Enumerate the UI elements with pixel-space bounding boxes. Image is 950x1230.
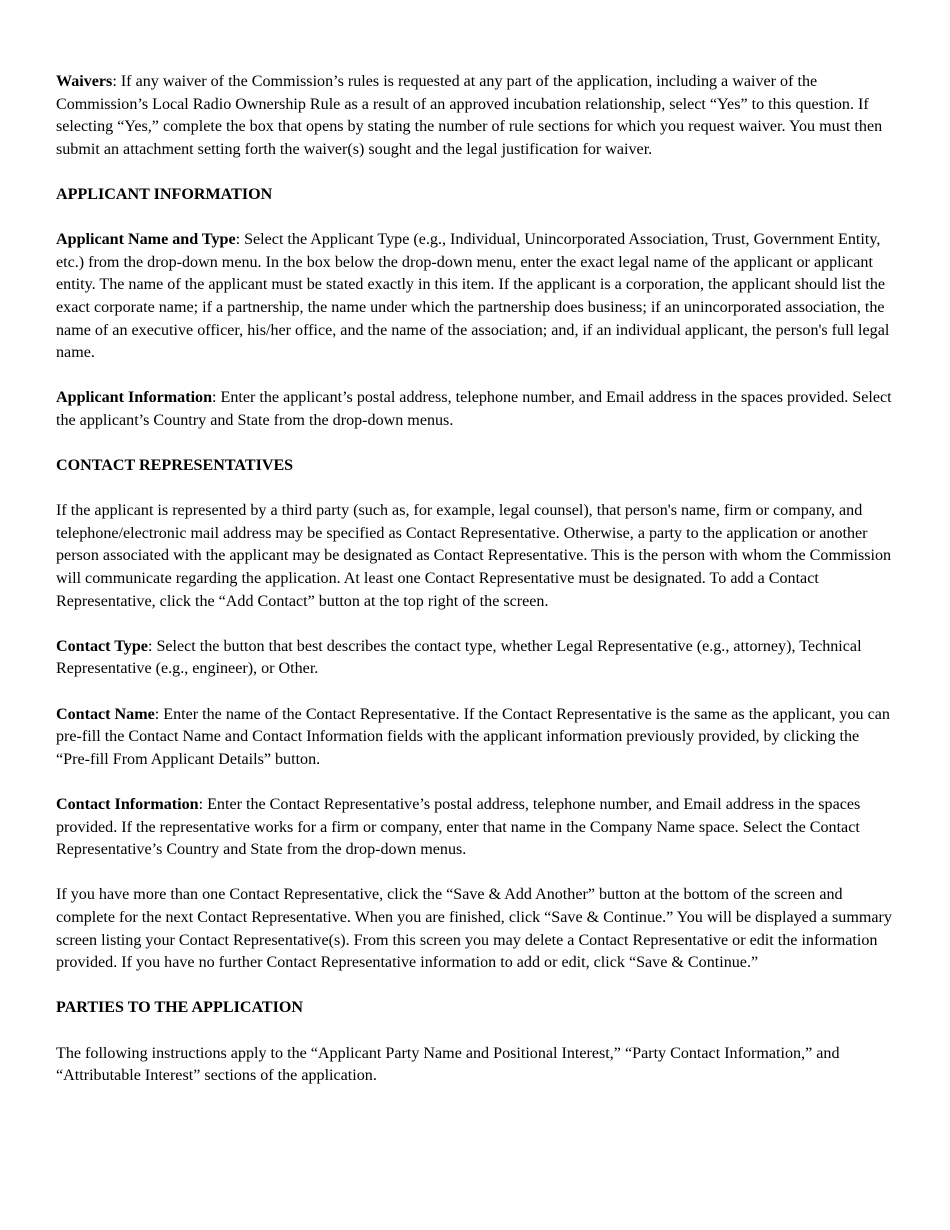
contact-type-text: : Select the button that best describes the contact type, whether Legal Representative (e.g., attorney), Technical Representative (e.g., engineer), or Other. [56,637,862,678]
contact-representatives-intro: If the applicant is represented by a third party (such as, for example, legal counsel), that person's name, firm or company, and telephone/electronic mail address may be specified as Contact Representative. Otherwise, a party to the application or another person associated with the applicant may be designated as Contact Representative. This is the person with whom the Commission will communicate regarding the application. At least one Contact Representative must be designated. To add a Contact Representative, click the “Add Contact” button at the top right of the screen. [56,502,892,610]
instructions-page [56,71,896,1110]
applicant-info-text: : Enter the applicant’s postal address, telephone number, and Email address in the spaces provided. Select the applicant’s Country and State from the drop-down menus. [56,389,892,429]
contact-representatives-heading: CONTACT REPRESENTATIVES [56,457,294,475]
applicant-name-type-lead: Applicant Name and Type [56,231,236,249]
parties-heading: PARTIES TO THE APPLICATION [56,999,304,1017]
parties-intro: The following instructions apply to the “Applicant Party Name and Positional Interest,” “Party Contact Information,” and “Attributable Interest” sections of the application. [56,1044,840,1085]
contact-type-paragraph [56,636,896,681]
applicant-name-type-paragraph [56,229,896,365]
contact-name-text: : Enter the name of the Contact Representative. If the Contact Representative is the same as the applicant, you can pre-fill the Contact Name and Contact Information fields with the applicant information previously provided, by clicking the “Pre-fill From Applicant Details” button. [56,705,890,768]
more-than-one-contact-paragraph: If you have more than one Contact Representative, click the “Save & Add Another” button at the bottom of the screen and complete for the next Contact Representative. When you are finished, click “Save & Continue.” You will be displayed a summary screen listing your Contact Representative(s). From this screen you may delete a Contact Representative or edit the information provided. If you have no further Contact Representative information to add or edit, click “Save & Continue.” [56,886,892,972]
contact-information-text: : Enter the Contact Representative’s postal address, telephone number, and Email address in the spaces provided. If the representative works for a firm or company, enter that name in the Company Name space. Select the Contact Representative’s Country and State from the drop-down menus. [56,796,861,859]
applicant-name-type-text: : Select the Applicant Type (e.g., Individual, Unincorporated Association, Trust, Government Entity, etc.) from the drop-down menu. In the box below the drop-down menu, enter the exact legal name of the applicant or applicant entity. The name of the applicant must be stated exactly in this item. If the applicant is a corporation, the applicant should list the exact corporate name; if a partnership, the name under which the partnership does business; if an unincorporated association, the name of an executive officer, his/her office, and the name of the association; and, if an individual applicant, the person's full legal name. [56,231,890,362]
waivers-lead: Waivers [56,73,113,90]
contact-information-paragraph [56,794,896,862]
waivers-paragraph [56,71,896,161]
applicant-information-heading: APPLICANT INFORMATION [56,185,273,203]
applicant-info-paragraph [56,387,896,432]
contact-type-lead: Contact Type [56,637,148,655]
contact-information-lead: Contact Information [56,796,199,813]
contact-name-lead: Contact Name [56,705,155,723]
applicant-info-lead: Applicant Information [56,389,213,407]
waivers-text: : If any waiver of the Commission’s rules is requested at any part of the application, including a waiver of the Commission’s Local Radio Ownership Rule as a result of an approved incubation relationship, select “Yes” to this question. If selecting “Yes,” complete the box that opens by stating the number of rule sections for which you request waiver. You must then submit an attachment setting forth the waiver(s) sought and the legal justification for waiver. [56,73,883,158]
contact-name-paragraph [56,704,896,772]
